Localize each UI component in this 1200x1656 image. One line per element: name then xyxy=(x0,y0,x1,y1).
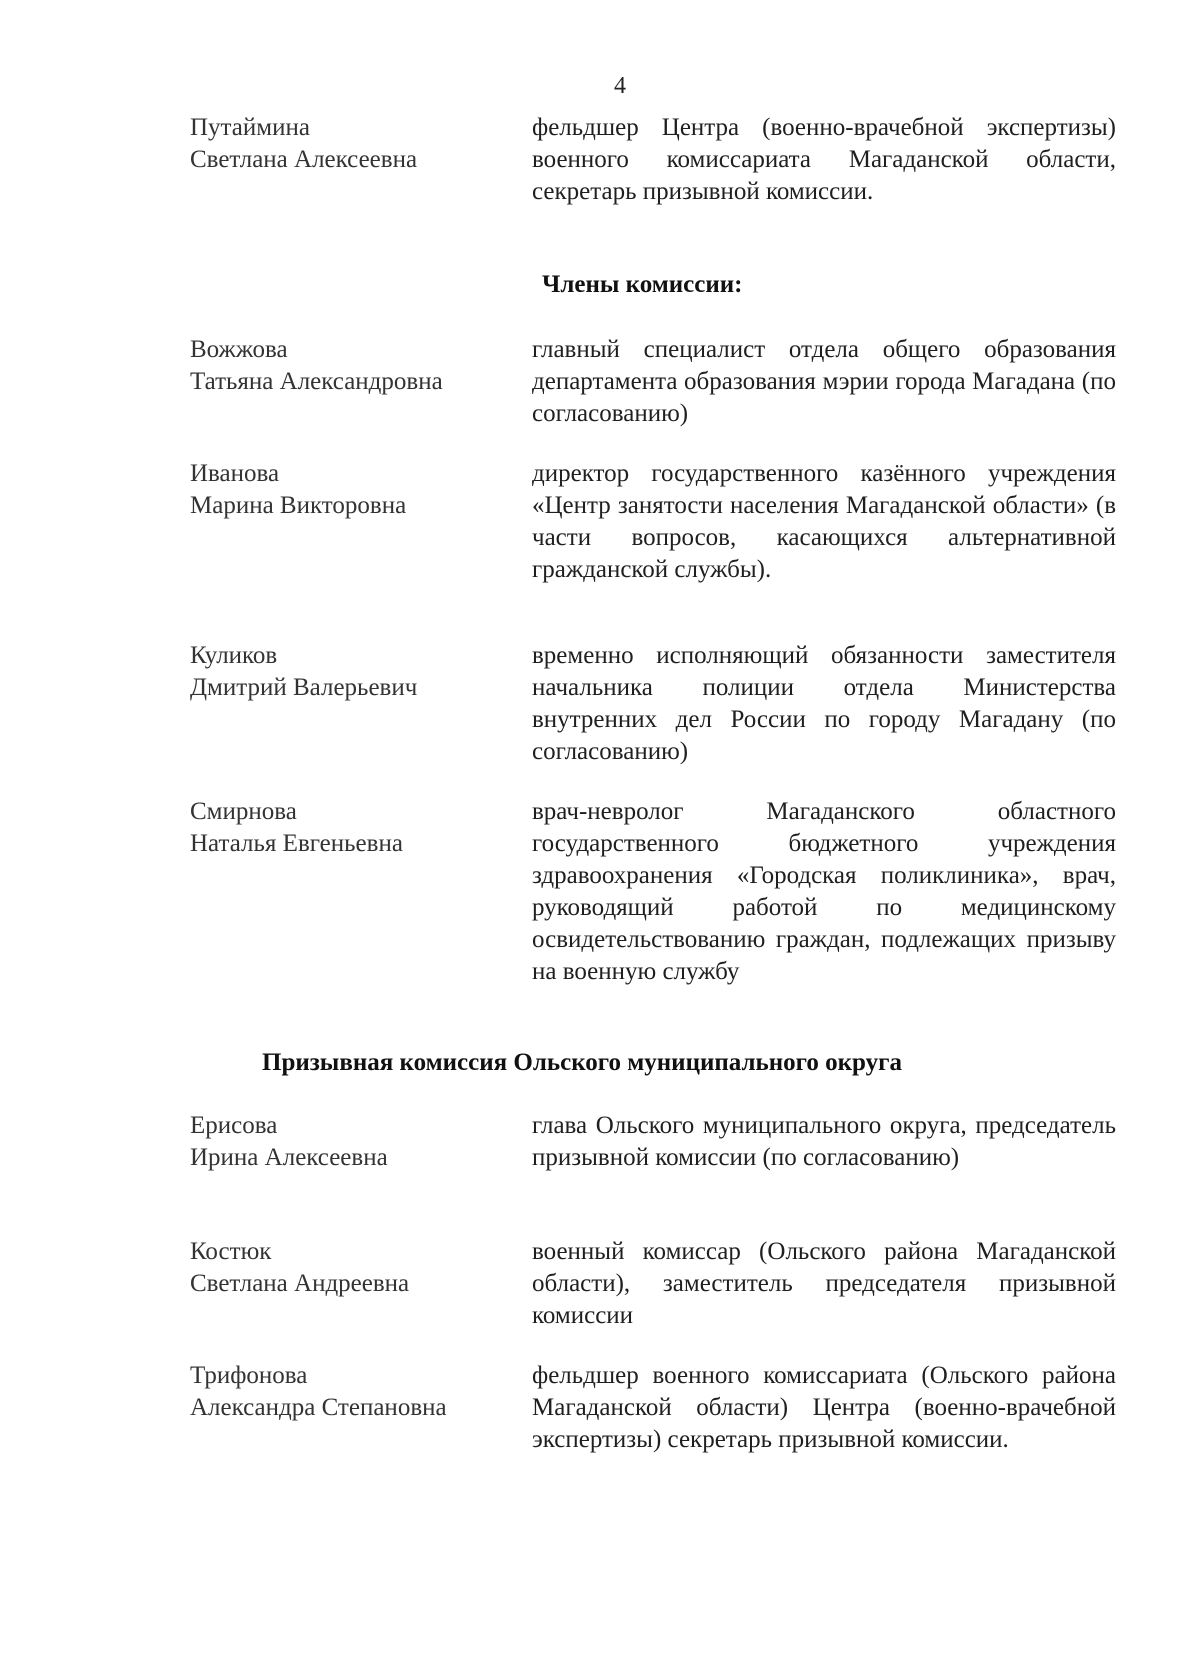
member-surname: Путаймина xyxy=(190,114,310,141)
member-role: временно исполняющий обязанности заместителя начальника полиции отдела Министерства внутренних дел России по городу Магадану (по согласованию) xyxy=(532,642,1116,765)
member-given-name: Дмитрий Валерьевич xyxy=(190,674,418,701)
member-given-name: Александра Степановна xyxy=(190,1394,447,1421)
member-role: глава Ольского муниципального округа, председатель призывной комиссии (по согласованию) xyxy=(532,1112,1116,1171)
member-surname: Вожжова xyxy=(190,336,288,363)
member-surname: Куликов xyxy=(190,642,278,669)
member-surname: Иванова xyxy=(190,460,280,487)
member-name xyxy=(190,334,520,398)
member-surname: Смирнова xyxy=(190,798,297,825)
member-role: военный комиссар (Ольского района Магаданской области), заместитель председателя призывной комиссии xyxy=(532,1238,1116,1329)
member-name xyxy=(190,112,520,176)
member-surname: Трифонова xyxy=(190,1362,308,1389)
member-role: главный специалист отдела общего образования департамента образования мэрии города Магадана (по согласованию) xyxy=(532,336,1116,427)
member-role: врач-невролог Магаданского областного государственного бюджетного учреждения здравоохранения «Городская поликлиника», врач, руководящий работой по медицинскому освидетельствованию граждан, подлежащих призыву на военную службу xyxy=(532,798,1116,985)
member-role: фельдшер Центра (военно-врачебной экспертизы) военного комиссариата Магаданской области, секретарь призывной комиссии. xyxy=(532,114,1116,205)
member-surname: Ерисова xyxy=(190,1112,278,1139)
member-role: директор государственного казённого учреждения «Центр занятости населения Магаданской области» (в части вопросов, касающихся альтернативной гражданской службы). xyxy=(532,460,1116,583)
member-given-name: Наталья Евгеньевна xyxy=(190,830,403,857)
member-role: фельдшер военного комиссариата (Ольского района Магаданской области) Центра (военно-врачебной экспертизы) секретарь призывной комиссии. xyxy=(532,1362,1116,1453)
member-name xyxy=(190,458,520,522)
member-name xyxy=(190,1110,520,1174)
member-given-name: Татьяна Александровна xyxy=(190,368,443,395)
member-surname: Костюк xyxy=(190,1238,272,1265)
member-given-name: Ирина Алексеевна xyxy=(190,1144,388,1171)
member-name xyxy=(190,796,520,860)
member-given-name: Светлана Алексеевна xyxy=(190,146,418,173)
member-given-name: Светлана Андреевна xyxy=(190,1270,410,1297)
page-number: 4 xyxy=(614,73,626,99)
member-name xyxy=(190,640,520,704)
olsky-commission-heading: Призывная комиссия Ольского муниципального округа xyxy=(262,1049,902,1076)
member-name xyxy=(190,1236,520,1300)
members-heading: Члены комиссии: xyxy=(542,271,743,298)
member-name xyxy=(190,1360,520,1424)
member-given-name: Марина Викторовна xyxy=(190,492,407,519)
